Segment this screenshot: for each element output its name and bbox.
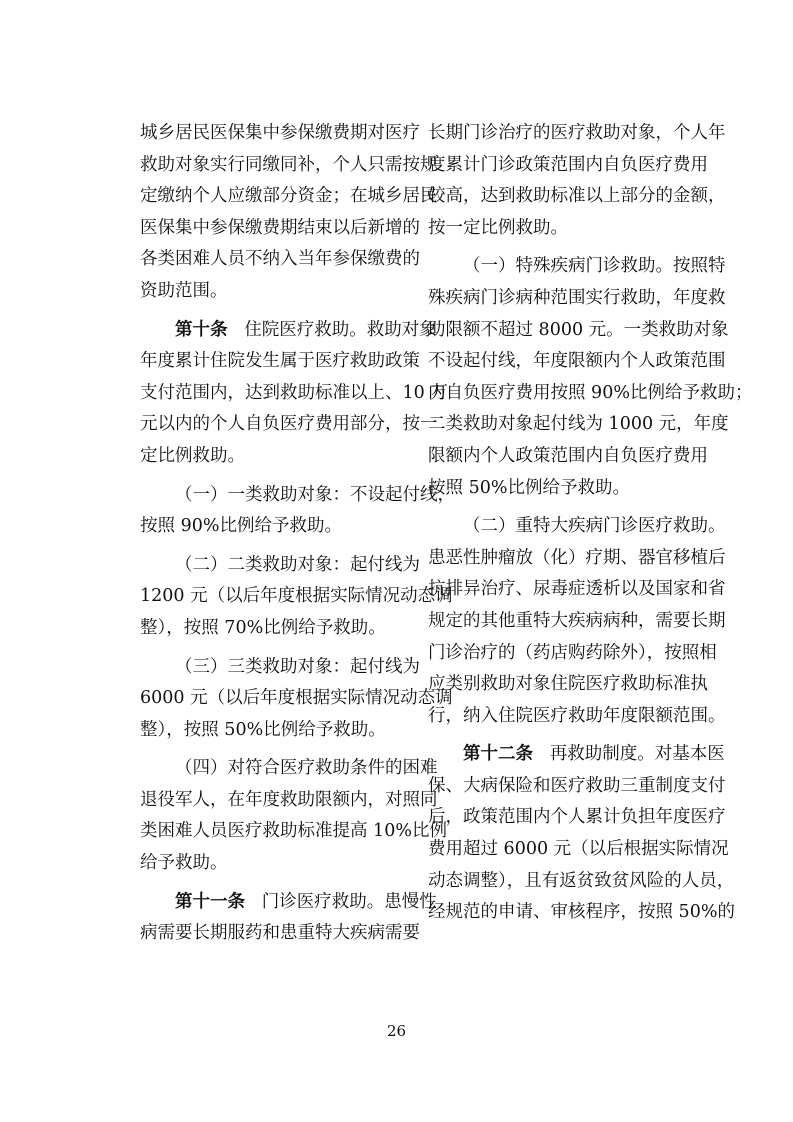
text-line: 整），按照 70%比例给予救助。 xyxy=(140,617,386,638)
article-title: 第十一条 xyxy=(175,891,245,912)
text-line: 助限额不超过 8000 元。一类救助对象 xyxy=(428,319,729,340)
text-line: 限额内个人政策范围内自负医疗费用 xyxy=(428,445,708,466)
text-line: 应类别救助对象住院医疗救助标准执 xyxy=(428,674,708,695)
text-line: 按照 90%比例给予救助。 xyxy=(140,516,342,537)
text-line: 度累计门诊政策范围内自负医疗费用 xyxy=(428,154,708,175)
text-line: （二）重特大疾病门诊医疗救助。 xyxy=(463,516,726,537)
text-line: 给予救助。 xyxy=(140,853,228,874)
text-line: 城乡居民医保集中参保缴费期对医疗 xyxy=(140,123,420,143)
paragraph xyxy=(140,480,455,543)
paragraph xyxy=(140,753,447,879)
paragraph xyxy=(428,118,726,244)
text-line: 费用超过 6000 元（以后根据实际情况 xyxy=(428,839,729,860)
text-line: 支付范围内，达到救助标准以上、10 万 xyxy=(140,382,448,403)
text-line: 定比例救助。 xyxy=(140,445,245,466)
text-line: 1200 元（以后年度根据实际情况动态调 xyxy=(140,586,453,607)
text-line: 行，纳入住院医疗救助年度限额范围。 xyxy=(428,705,726,726)
article-lead: 门诊医疗救助。患慢性 xyxy=(261,891,437,912)
article-title: 第十二条 xyxy=(463,744,533,765)
text-line: 规定的其他重特大疾病病种，需要长期 xyxy=(428,610,726,631)
text-line: 按照 50%比例给予救助。 xyxy=(428,477,630,498)
text-line: 退役军人，在年度救助限额内，对照同 xyxy=(140,789,438,810)
article-11 xyxy=(140,887,437,950)
paragraph xyxy=(140,550,453,645)
text-line: （二）二类救助对象：起付线为 xyxy=(175,554,420,575)
article-lead: 住院医疗救助。救助对象 xyxy=(244,319,437,340)
text-line xyxy=(428,739,725,771)
text-line: 类困难人员医疗救助标准提高 10%比例 xyxy=(140,821,447,842)
text-line: 医保集中参保缴费期结束以后新增的 xyxy=(140,217,420,238)
text-line: 经规范的申请、审核程序，按照 50%的 xyxy=(428,902,735,923)
paragraph xyxy=(428,251,753,504)
left-column xyxy=(140,118,455,957)
text-line: 元以内的个人自负医疗费用部分，按一 xyxy=(140,414,438,435)
text-line: 各类困难人员不纳入当年参保缴费的 xyxy=(140,249,420,270)
text-line: 内自负医疗费用按照 90%比例给予救助； xyxy=(428,382,753,403)
text-line: 抗排异治疗、尿毒症透析以及国家和省 xyxy=(428,579,726,600)
text-line: 二类救助对象起付线为 1000 元，年度 xyxy=(428,414,729,435)
text-line: 不设起付线，年度限额内个人政策范围 xyxy=(428,351,726,372)
text-line: 6000 元（以后年度根据实际情况动态调 xyxy=(140,688,453,709)
text-line: 动态调整），且有返贫致贫风险的人员， xyxy=(428,870,735,891)
text-line: 资助范围。 xyxy=(140,280,228,301)
paragraph xyxy=(140,652,453,747)
right-column xyxy=(428,118,753,936)
text-line: （三）三类救助对象：起付线为 xyxy=(175,656,420,677)
text-line: （四）对符合医疗救助条件的困难 xyxy=(175,758,438,779)
text-line: 按一定比例救助。 xyxy=(428,217,568,238)
text-line: 救助对象实行同缴同补，个人只需按规 xyxy=(140,154,438,175)
text-line: （一）一类救助对象：不设起付线， xyxy=(175,484,455,505)
text-line xyxy=(140,887,437,919)
text-line: 殊疾病门诊病种范围实行救助，年度救 xyxy=(428,287,726,308)
paragraph xyxy=(428,511,726,732)
text-line xyxy=(140,315,437,347)
text-line: 病需要长期服药和患重特大疾病需要 xyxy=(140,923,420,944)
text-line: 门诊治疗的（药店购药除外），按照相 xyxy=(428,642,717,663)
text-line: 保、大病保险和医疗救助三重制度支付 xyxy=(428,775,726,796)
text-line: 较高，达到救助标准以上部分的金额， xyxy=(428,186,726,207)
text-line: 整），按照 50%比例给予救助。 xyxy=(140,719,386,740)
article-10 xyxy=(140,315,448,473)
text-line: 定缴纳个人应缴部分资金；在城乡居民 xyxy=(140,186,438,207)
text-line: （一）特殊疾病门诊救助。按照特 xyxy=(463,256,726,277)
paragraph xyxy=(140,118,438,308)
text-line: 后，政策范围内个人累计负担年度医疗 xyxy=(428,807,726,828)
article-lead: 再救助制度。对基本医 xyxy=(549,744,725,765)
article-12 xyxy=(428,739,735,929)
article-title: 第十条 xyxy=(175,319,228,340)
text-line: 年度累计住院发生属于医疗救助政策 xyxy=(140,351,420,372)
page-number: 26 xyxy=(386,1022,407,1040)
text-line: 长期门诊治疗的医疗救助对象，个人年 xyxy=(428,123,726,143)
text-line: 患恶性肿瘤放（化）疗期、器官移植后 xyxy=(428,547,726,568)
